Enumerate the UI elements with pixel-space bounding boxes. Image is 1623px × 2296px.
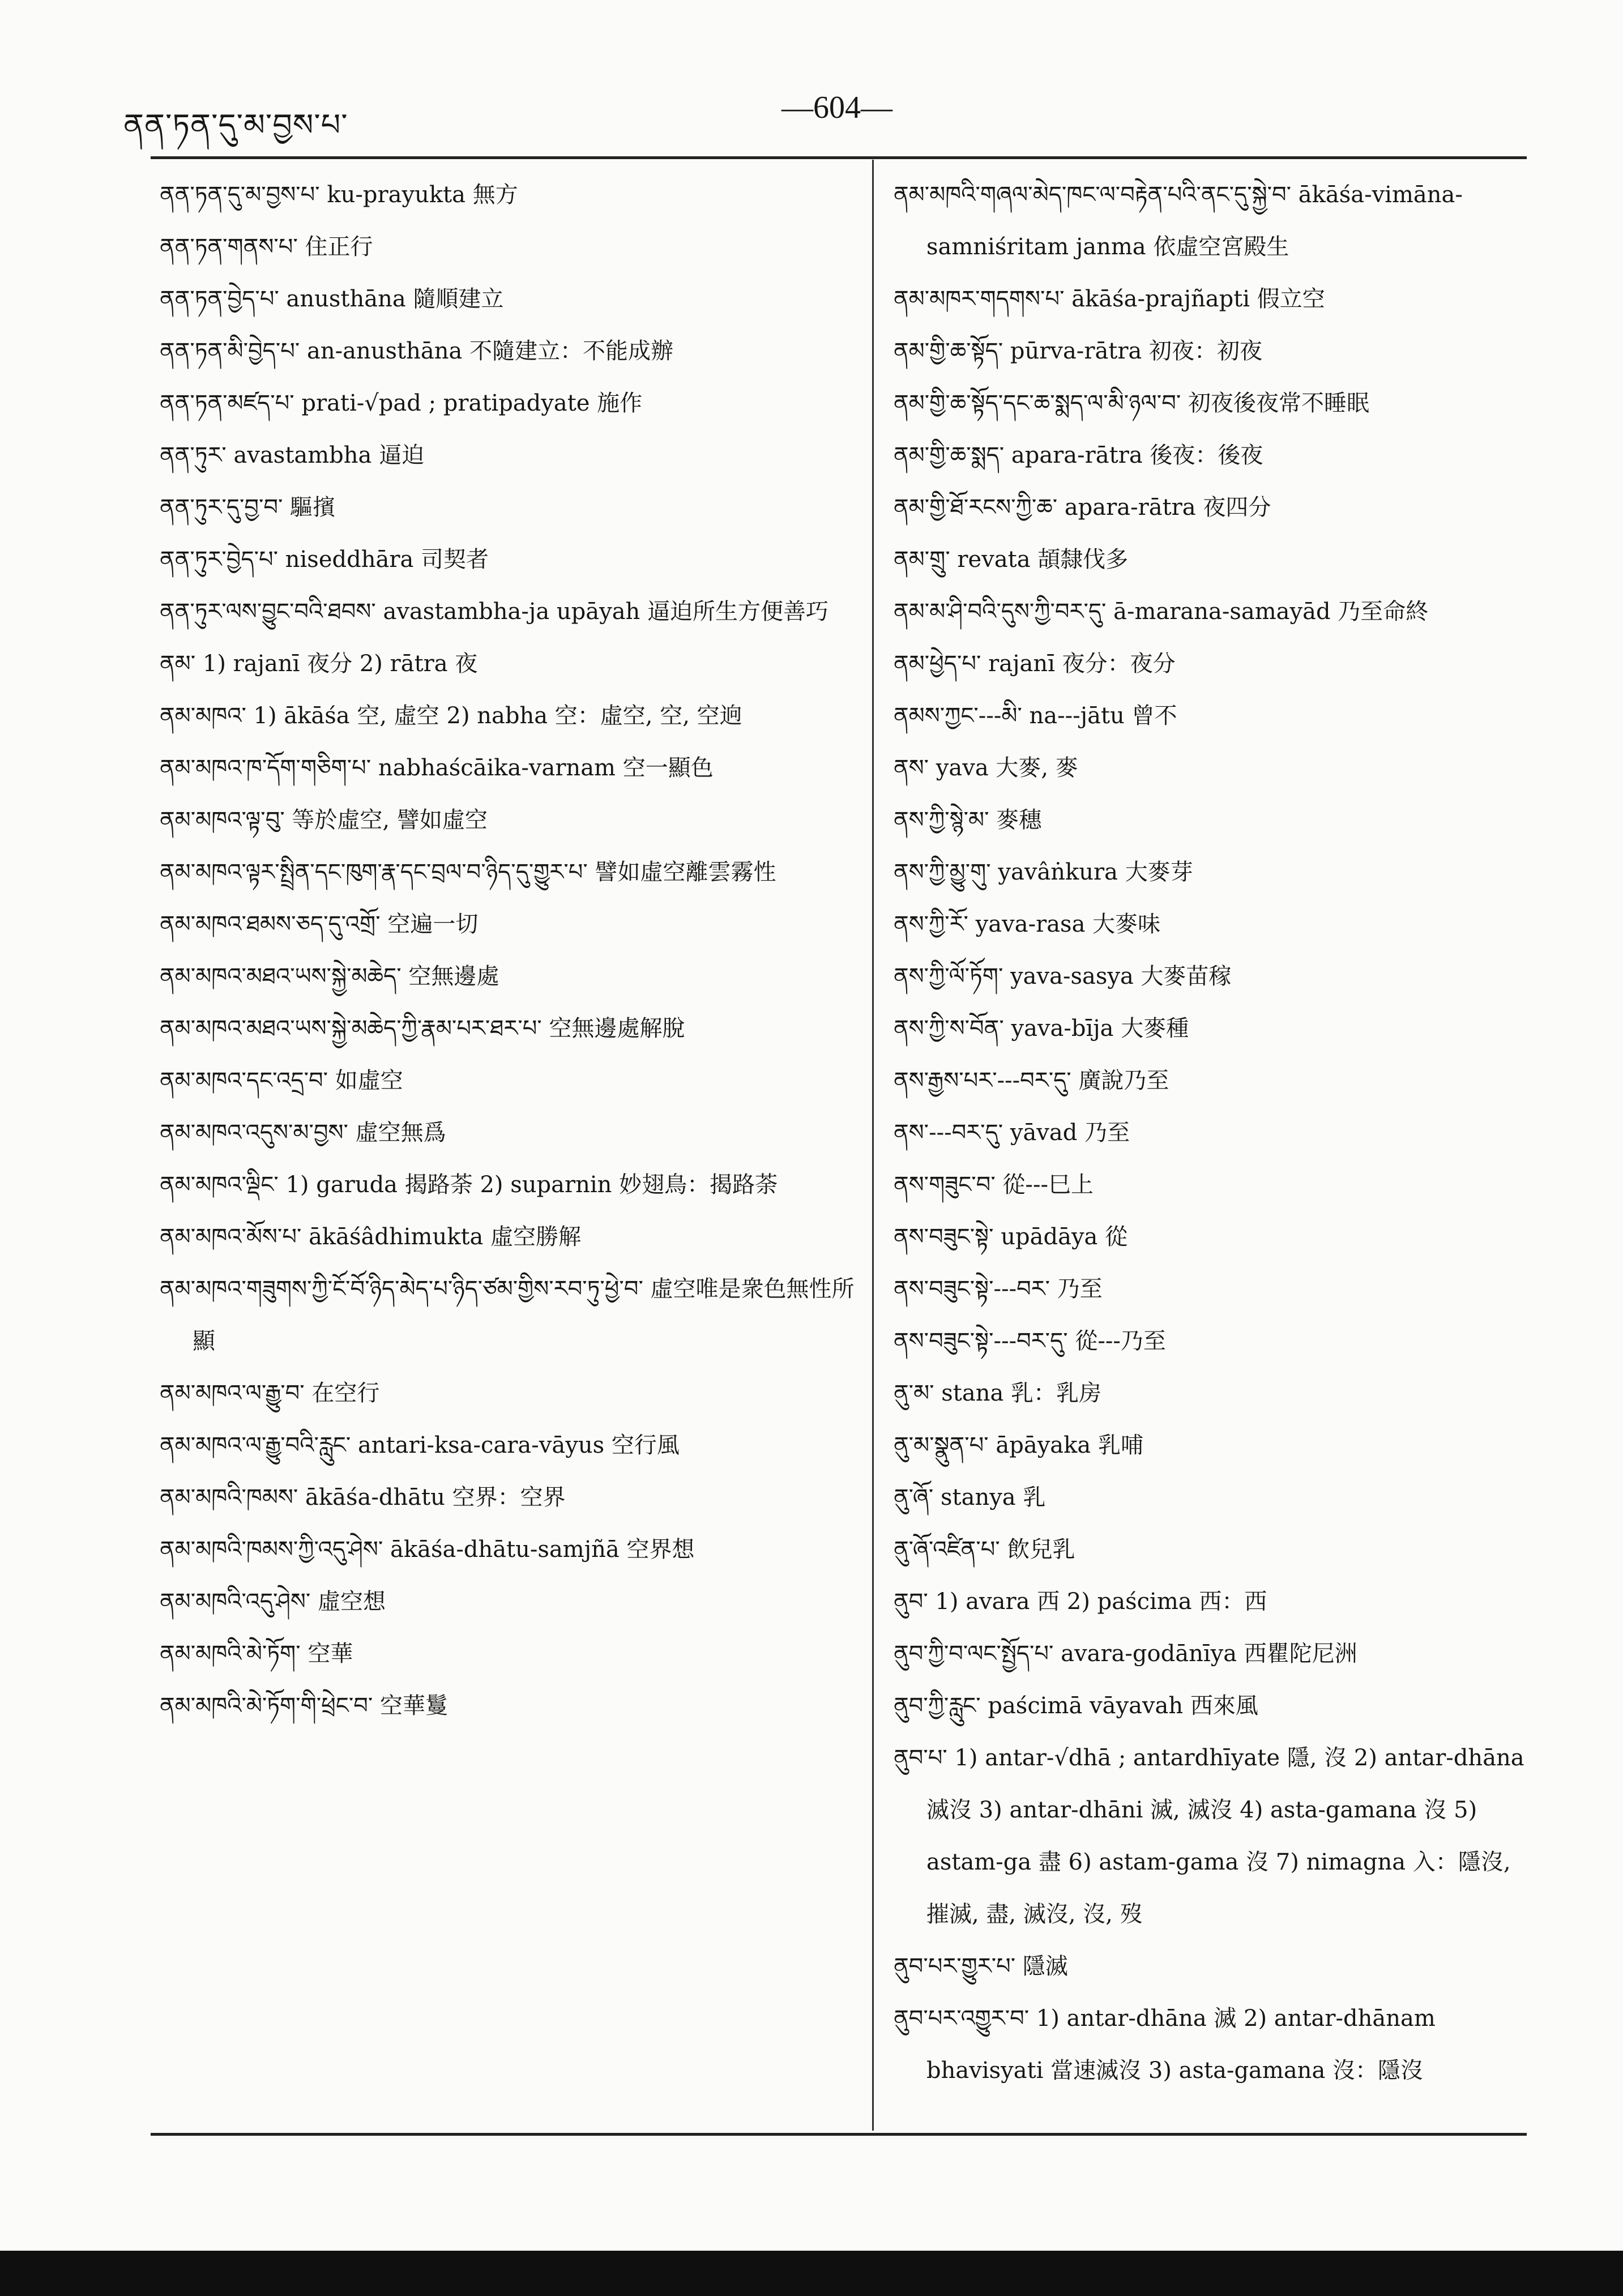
dictionary-entry: ནམ་གྱི་ཆ་སྟོད་ pūrva-rātra 初夜：初夜 <box>894 338 1263 364</box>
dictionary-entry: ནས་ yava 大麥, 麥 <box>894 755 1078 781</box>
dictionary-entry: ནུབ་ཀྱི་བ་ལང་སྤྱོད་པ་ avara-godānīya 西瞿陀尼洲 <box>894 1641 1357 1667</box>
dictionary-entry: ནས་ཀྱི་མྱུ་གུ་ yavâṅkura 大麥芽 <box>894 859 1193 885</box>
dictionary-entry: ནམ་གྱི་ཆ་སྨད་ apara-rātra 後夜：後夜 <box>894 442 1263 468</box>
dictionary-entry: ནམ་མཁའ་དང་འདྲ་བ་ 如虛空 <box>160 1068 403 1094</box>
dictionary-entry: ནམ་མཁའ་ལ་རྒྱུ་བ་ 在空行 <box>160 1380 380 1406</box>
dictionary-entry: ནམ་མཁར་གདགས་པ་ ākāśa-prajñapti 假立空 <box>894 286 1325 312</box>
dictionary-entry: ནན་ཏུར་ལས་བྱུང་བའི་ཐབས་ avastambha-ja upāyah 逼迫所生方便善巧 <box>160 599 829 625</box>
dictionary-entry: ནུ་མ་ stana 乳：乳房 <box>894 1380 1102 1406</box>
dictionary-entry: ནན་ཏན་མཛད་པ་ prati-√pad ; pratipadyate 施作 <box>160 390 643 416</box>
dictionary-entry: ནས་ཀྱི་སྙེ་མ་ 麥穗 <box>894 807 1042 833</box>
dictionary-entry: ནས་---བར་དུ་ yāvad 乃至 <box>894 1120 1130 1146</box>
running-head: ནན་ཏན་དུ་མ་བྱས་པ་ <box>123 107 348 143</box>
right-column <box>894 169 1527 2097</box>
dictionary-entry: ནམས་ཀྱང་---མི་ na---jātu 曾不 <box>894 703 1177 729</box>
dictionary-entry: ནམ་མཁའི་འདུ་ཤེས་ 虛空想 <box>160 1589 386 1615</box>
dictionary-entry: ནུབ་པར་གྱུར་པ་ 隱滅 <box>894 1953 1068 1979</box>
dictionary-entry: ནུབ་པར་འགྱུར་བ་ 1) antar-dhāna 滅 2) antar-dhānam bhavisyati 當速滅沒 3) asta-gamana 沒：隱沒 <box>894 2005 1436 2084</box>
dictionary-entry: ནམ་མཁའ་ལྟ་བུ་ 等於虛空, 譬如虛空 <box>160 807 488 833</box>
dictionary-entry: ནན་ཏུར་བྱེད་པ་ niseddhāra 司契者 <box>160 547 489 573</box>
dictionary-entry: ནམ་མཁའ་ཐམས་ཅད་དུ་འགྲོ་ 空遍一切 <box>160 911 479 937</box>
dictionary-entry: ནམ་གྱི་ཆ་སྟོད་དང་ཆ་སྨད་ལ་མི་ཉལ་བ་ 初夜後夜常不睡眠 <box>894 390 1369 416</box>
dictionary-entry: ནན་ཏན་མི་བྱེད་པ་ an-anusthāna 不隨建立：不能成辦 <box>160 338 674 364</box>
dictionary-entry: ནས་བཟུང་སྟེ་---བར་ 乃至 <box>894 1276 1103 1302</box>
dictionary-entry: ནམ་མཁའ་ལྟར་སྤྲིན་དང་ཁུག་རྣ་དང་བྲལ་བ་ཉིད་དུ་གྱུར་པ་ 譬如虛空離雲霧性 <box>160 859 776 885</box>
dictionary-entry: ནམ་མཁའ་ཁ་དོག་གཅིག་པ་ nabhaścāika-varnam 空一顯色 <box>160 755 714 781</box>
dictionary-entry: ནམ་གྲུ་ revata 頡隸伐多 <box>894 547 1129 573</box>
dictionary-entry: ནམ་གྱི་ཐོ་རངས་ཀྱི་ཆ་ apara-rātra 夜四分 <box>894 494 1271 520</box>
dictionary-entry: ནུབ་པ་ 1) antar-√dhā ; antardhīyate 隱, 沒 2) antar-dhāna 滅沒 3) antar-dhāni 滅, 滅沒 4) asta-gamana 沒 5) astam-ga 盡 6) astam-gama 沒 7) nimagna 入：隱沒, 摧滅, 盡, 滅沒, 沒, 歿 <box>894 1745 1524 1927</box>
dictionary-entry: ནམ་མཁའི་གཞལ་མེད་ཁང་ལ་བརྟེན་པའི་ནང་དུ་སྐྱེ་བ་ ākāśa-vimāna-samniśritam janma 依虛空宮殿生 <box>894 182 1463 260</box>
dictionary-entry: ནས་ཀྱི་ལོ་ཏོག་ yava-sasya 大麥苗稼 <box>894 963 1232 989</box>
bottom-rule <box>151 2133 1527 2136</box>
dictionary-entry: ནས་གཟུང་བ་ 從---巳上 <box>894 1172 1094 1198</box>
dictionary-entry: ནུབ་ 1) avara 西 2) paścima 西：西 <box>894 1589 1267 1615</box>
dictionary-entry: ནན་ཏན་བྱེད་པ་ anusthāna 隨順建立 <box>160 286 504 312</box>
page-number: —604— <box>781 90 892 125</box>
dictionary-entry: ནམ་མཁའ་གཟུགས་ཀྱི་ངོ་བོ་ཉིད་མེད་པ་ཉིད་ཙམ་གྱིས་རབ་ཏུ་ཕྱེ་བ་ 虛空唯是衆色無性所顯 <box>160 1276 855 1354</box>
left-column <box>160 169 862 1732</box>
dictionary-entry: ནམ་མཁའ་ལ་རྒྱུ་བའི་རླུང་ antari-ksa-cara-vāyus 空行風 <box>160 1432 680 1458</box>
dictionary-entry: ནས་བཟུང་སྟེ་ upādāya 從 <box>894 1224 1128 1250</box>
dictionary-entry: ནམ་མཁའ་མོས་པ་ ākāśâdhimukta 虛空勝解 <box>160 1224 582 1250</box>
dictionary-entry: ནམ་མཁའ་འདུས་མ་བྱས་ 虛空無爲 <box>160 1120 446 1146</box>
dictionary-entry: ནམ་མཁའི་མེ་ཏོག་གི་ཕྲེང་བ་ 空華鬘 <box>160 1693 449 1719</box>
dictionary-entry: ནམ་ 1) rajanī 夜分 2) rātra 夜 <box>160 651 478 677</box>
dictionary-entry: ནས་ཀྱི་རོ་ yava-rasa 大麥味 <box>894 911 1161 937</box>
dictionary-entry: ནམ་མཁའི་ཁམས་ ākāśa-dhātu 空界：空界 <box>160 1484 566 1510</box>
dictionary-entry: ནམ་མཁའ་ལྡིང་ 1) garuda 揭路荼 2) suparnin 妙翅鳥：揭路荼 <box>160 1172 778 1198</box>
dictionary-entry: ནམ་མཁའི་ཁམས་ཀྱི་འདུ་ཤེས་ ākāśa-dhātu-samjñā 空界想 <box>160 1537 695 1563</box>
dictionary-entry: ནམ་མཁའ་ 1) ākāśa 空, 虛空 2) nabha 空：虛空, 空, 空逈 <box>160 703 742 729</box>
column-divider <box>872 160 874 2131</box>
dictionary-entry: ནམ་ཕྱེད་པ་ rajanī 夜分：夜分 <box>894 651 1176 677</box>
scan-edge-band <box>0 2251 1623 2296</box>
dictionary-entry: ནུ་ཞོ་འཛིན་པ་ 飲兒乳 <box>894 1537 1075 1563</box>
dictionary-entry: ནན་ཏུར་དུ་བྱ་བ་ 驅擯 <box>160 494 336 520</box>
dictionary-entry: ནས་ཀྱི་ས་བོན་ yava-bīja 大麥種 <box>894 1015 1189 1042</box>
dictionary-entry: ནམ་མ་ཤི་བའི་དུས་ཀྱི་བར་དུ་ ā-marana-samayād 乃至命終 <box>894 599 1429 625</box>
dictionary-entry: ནམ་མཁའ་མཐའ་ཡས་སྐྱེ་མཆེད་ཀྱི་རྣམ་པར་ཐར་པ་ 空無邊處解脫 <box>160 1015 685 1042</box>
dictionary-entry: ནས་བཟུང་སྟེ་---བར་དུ་ 從---乃至 <box>894 1328 1166 1354</box>
dictionary-entry: ནན་ཏུར་ avastambha 逼迫 <box>160 442 425 468</box>
dictionary-entry: ནུབ་ཀྱི་རླུང་ paścimā vāyavah 西來風 <box>894 1693 1258 1719</box>
top-rule <box>151 156 1527 159</box>
dictionary-entry: ནན་ཏན་དུ་མ་བྱས་པ་ ku-prayukta 無方 <box>160 182 518 208</box>
dictionary-entry: ནམ་མཁའི་མེ་ཏོག་ 空華 <box>160 1641 353 1667</box>
dictionary-entry: ནུ་མ་སྣུན་པ་ āpāyaka 乳哺 <box>894 1432 1143 1458</box>
dictionary-entry: ནས་རྒྱས་པར་---བར་དུ་ 廣說乃至 <box>894 1068 1169 1094</box>
dictionary-entry: ནུ་ཞོ་ stanya 乳 <box>894 1484 1046 1510</box>
dictionary-entry: ནམ་མཁའ་མཐའ་ཡས་སྐྱེ་མཆེད་ 空無邊處 <box>160 963 499 989</box>
dictionary-entry: ནན་ཏན་གནས་པ་ 住正行 <box>160 234 373 260</box>
